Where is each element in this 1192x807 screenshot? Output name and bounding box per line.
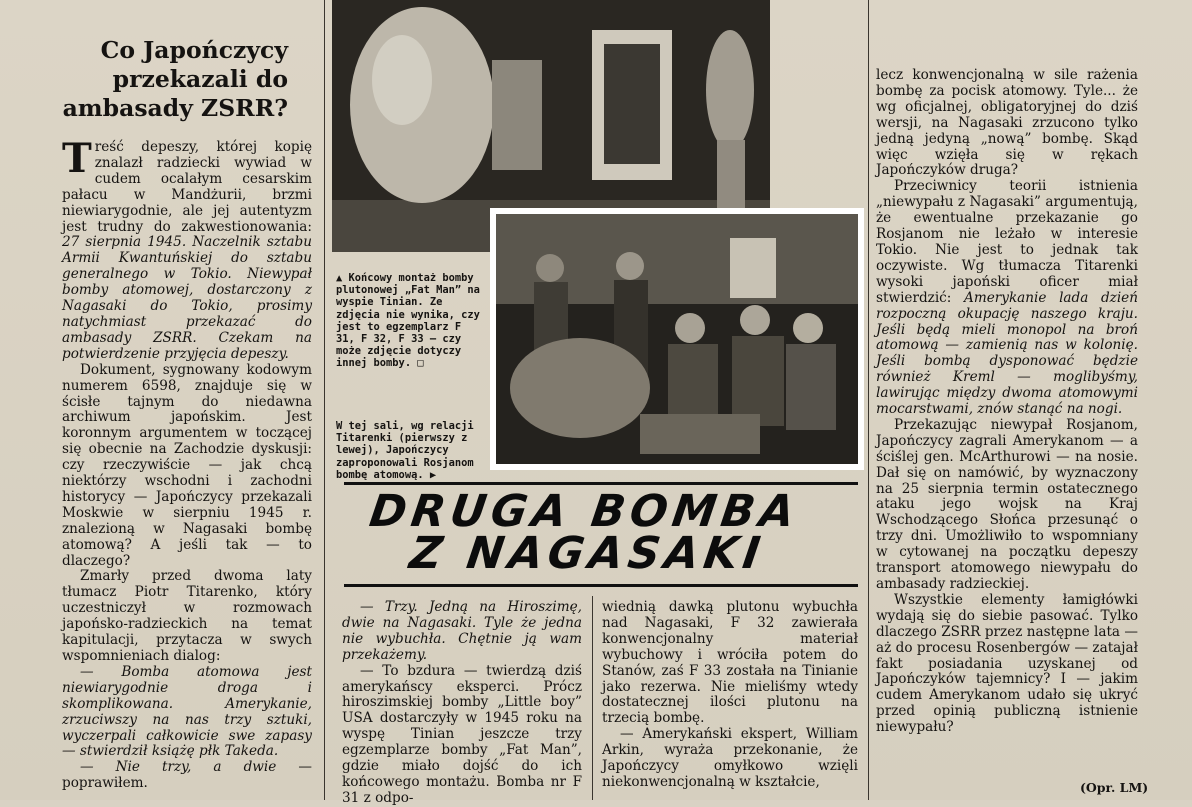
column-1 [62, 135, 312, 792]
paragraph: — To bzdura — twierdzą dziś amerykańscy eksperci. Prócz hiroszimskiej bomby „Little boy” USA dostarczyły w 1945 roku na wyspę Tinian jeszcze trzy egzemplarze bomby „Fat Man”, gdzie miało dojść do ich końcowego montażu. Bomba nr F 31 z odpo- [342, 662, 582, 806]
paragraph: lecz konwencjonalną w sile rażenia bombę za pocisk atomowy. Tyle... że wg oficjalnej, obligatoryjnej do dziś wersji, na Nagasaki zrzucono tylko jedną jedyną „nową” bombę. Skąd więc wzięła się w rękach Japończyków druga? [876, 67, 1138, 179]
column-3 [602, 600, 858, 791]
paragraph [876, 179, 1138, 418]
title-line-2: Z NAGASAKI [406, 528, 769, 579]
caption-meeting: W tej sali, wg relacji Titarenki (pierwszy z lewej), Japończycy zaproponowali Rosjanom bombę atomową. ▶ [336, 420, 474, 481]
caption-bomb: ▲ Końcowy montaż bomby plutonowej „Fat Man” na wyspie Tinian. Ze zdjęcia nie wynika, czy jest to egzemplarz F 31, F 32, F 33 — czy może zdjęcie dotyczy innej bomby. □ [336, 272, 480, 370]
column-divider [868, 0, 869, 800]
paragraph: — Amerykański ekspert, William Arkin, wyraża przekonanie, że Japończycy omyłkowo wzięli niekonwencjonalną w kształcie, [602, 726, 858, 790]
drop-cap: T [62, 135, 92, 182]
paragraph: Przekazując niewypał Rosjanom, Japończycy zagrali Amerykanom — a ściślej gen. McArthurowi — na nosie. Dał się on namówić, by wyznaczony na 25 sierpnia termin ostatecznego ataku jego wojsk na Kraj Wschodzącego Słońca przesunąć o trzy dni. Umożliwiło to wspomniany w cytowanej na początku depeszy transport atomowego niewypału do ambasady radzieckiej. [876, 416, 1138, 592]
article-headline: Co Japończycy przekazali do ambasady ZSRR? [62, 36, 288, 122]
intro-text: reść depeszy, której kopię znalazł radziecki wywiad w cudem ocalałym cesarskim pałacu w Mandżurii, brzmi niewiarygodnie, ale jej autentyzm jest trudny do zakwestionowania: [62, 139, 312, 235]
paragraph: Wszystkie elementy łamigłówki wydają się do siebie pasować. Tylko dlaczego ZSRR przez następne lata — aż do procesu Rosenbergów — zatajał fakt posiadania uzyskanej od Japończyków tajemnicy? I — jakim cudem Amerykanom udało się ukryć przed opinią publiczną istnienie niewypału? [876, 591, 1138, 736]
title-rule-bottom [344, 584, 858, 587]
intro-paragraph [62, 135, 312, 363]
author-signature: (Opr. LM) [1080, 780, 1149, 795]
dialog-line: — Nie trzy, a dwie [80, 759, 277, 776]
column-divider [324, 0, 325, 800]
paragraph: Dokument, sygnowany kodowym numerem 6598, znajduje się w ścisłe tajnym do niedawna archiwum japońskim. Jest koronnym argumentem w toczącej się obecnie na Zachodzie dyskusji: czy rzeczywiście — jak chcą niektórzy wschodni i zachodni historycy — Japończycy przekazali Moskwie w sierpniu 1945 r. znalezioną w Nagasaki bombę atomową? A jeśli tak — to dlaczego? [62, 361, 312, 569]
column-4 [876, 68, 1138, 736]
dialog-tail: — poprawiłem. [62, 759, 312, 792]
telegram-quote: 27 sierpnia 1945. Naczelnik sztabu Armii Kwantuńskiej do sztabu generalnego w Tokio. Niewypał bomby atomowej, dostarczony z Nagasaki do Tokio, prosimy natychmiast przekazać do ambasady ZSRR. Czekam na potwierdzenie przyjęcia depeszy. [62, 234, 312, 362]
title-rule-top [344, 482, 858, 485]
paragraph: Zmarły przed dwoma laty tłumacz Piotr Titarenko, który uczestniczył w rozmowach japońsko-radzieckich na temat kapitulacji, przytacza w swych wspomnieniach dialog: [62, 568, 312, 664]
title-line-1: DRUGA BOMBA [366, 486, 803, 537]
column-divider [592, 596, 593, 800]
photo-meeting-room [490, 208, 864, 470]
article-title [344, 478, 858, 590]
column-2 [342, 600, 582, 807]
meeting-photo-image [490, 208, 864, 470]
dialog-quote: — Bomba atomowa jest niewiarygodnie droga i skomplikowana. Amerykanie, zrzuciwszy na nas trzy sztuki, wyczerpali całkowicie swe zapasy — stwierdził książę płk Takeda. [62, 663, 312, 760]
paragraph [62, 760, 312, 792]
dialog-quote: — Trzy. Jedną na Hiroszimę, dwie na Nagasaki. Tyle że jedna nie wybuchła. Chętnie ją wam przekażemy. [342, 599, 582, 663]
paragraph: wiednią dawką plutonu wybuchła nad Nagasaki, F 32 zawierała konwencjonalny materiał wybuchowy i wróciła potem do Stanów, zaś F 33 została na Tinianie jako rezerwa. Nie mieliśmy wtedy dostatecznej ilości plutonu na trzecią bombę. [602, 599, 858, 727]
officer-quote: Amerykanie lada dzień rozpoczną okupację naszego kraju. Jeśli będą mieli monopol na broń atomową — zamienią nas w kolonię. Jeśli bombą dysponować będzie również Kreml — moglibyśmy, lawirując między dwoma atomowymi mocarstwami, znów stanąć na nogi. [876, 289, 1138, 418]
paragraph-text: Przeciwnicy teorii istnienia „niewypału z Nagasaki” argumentują, że ewentualne przekazanie go Rosjanom nie leżało w interesie Tokio. Nie jest to jednak tak oczywiste. Wg tłumacza Titarenki wysoki japoński oficer miał stwierdzić: [876, 178, 1138, 306]
